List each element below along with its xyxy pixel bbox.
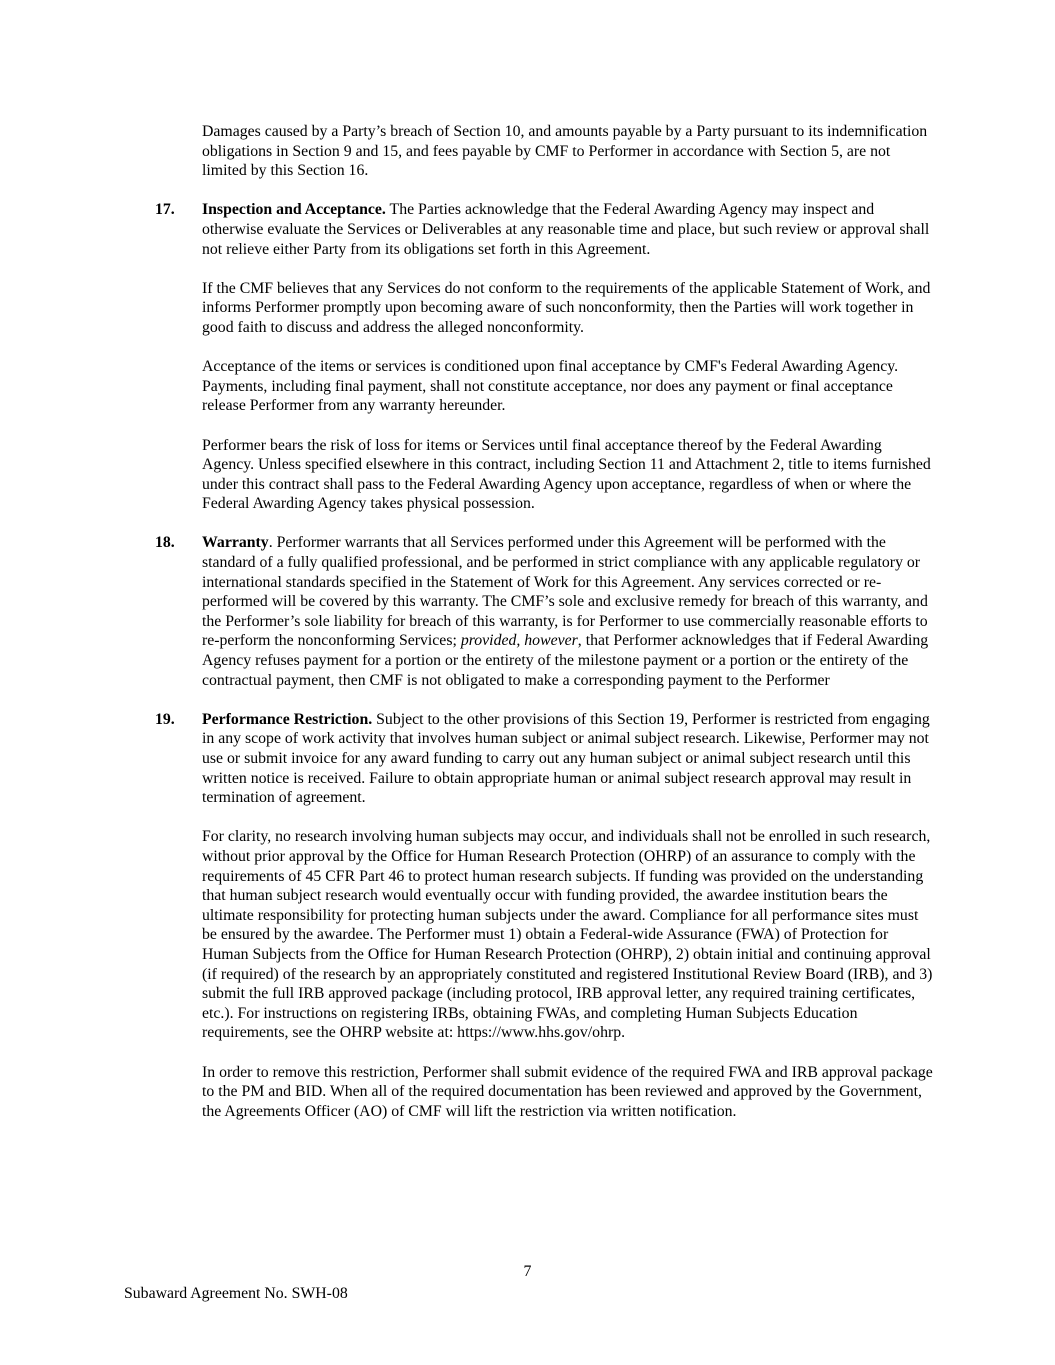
section-number: 17.: [155, 201, 175, 219]
bold-text-run: Inspection and Acceptance.: [202, 201, 386, 219]
text-run: Subject to the other provisions of this Section 19, Performer is restricted from engaging in any scope of work activity that involves human subject or animal subject research. Likewise, Performer may not use or submit invoice for any award funding to carry out any human subject or animal subject research until this written notice is received. Failure to obtain appropriate human or animal subject research approval may result in termination of agreement.: [202, 710, 930, 807]
paragraph: [202, 710, 935, 808]
paragraph: [202, 357, 935, 416]
paragraph: [202, 827, 935, 1043]
text-run: If the CMF believes that any Services do not conform to the requirements of the applicable Statement of Work, and informs Performer promptly upon becoming aware of such nonconformity, then the Parties will work together in good faith to discuss and address the alleged nonconformity.: [202, 279, 931, 336]
text-run: In order to remove this restriction, Performer shall submit evidence of the required FWA and IRB approval package to the PM and BID. When all of the required documentation has been reviewed and approved by the Government, the Agreements Officer (AO) of CMF will lift the restriction via written notification.: [202, 1063, 933, 1120]
text-run: , that Performer acknowledges that if Federal Awarding Agency refuses payment for a portion or the entirety of the milestone payment or a portion or the entirety of the contractual payment, then CMF is not obligated to make a corresponding payment to the Performer: [202, 632, 929, 689]
paragraph: [202, 122, 935, 181]
bold-text-run: Performance Restriction.: [202, 710, 373, 728]
paragraph: [202, 436, 935, 514]
bold-text-run: Warranty: [202, 534, 269, 552]
paragraph: [202, 279, 935, 338]
paragraph-block: [202, 122, 935, 181]
text-run: For clarity, no research involving human subjects may occur, and individuals shall not be enrolled in such research, without prior approval by the Office for Human Research Protection (OHRP) of an assurance to comply with the requirements of 45 CFR Part 46 to protect human research subjects. If funding was provided on the understanding that human subject research would eventually occur with funding provided, the awardee institution bears the ultimate responsibility for protecting human subjects under the award. Compliance for all performance sites must be ensured by the awardee. The Performer must 1) obtain a Federal-wide Assurance (FWA) of Protection for Human Subjects from the Office for Human Research Protection (OHRP), 2) obtain initial and continuing approval (if required) of the research by an appropriately constituted and registered Institutional Review Board (IRB), and 3) submit the full IRB approved package (including protocol, IRB approval letter, any required training certificates, etc.). For instructions on registering IRBs, obtaining FWAs, and completing Human Subjects Education requirements, see the OHRP website at: https://www.hhs.gov/ohrp.: [202, 828, 933, 1042]
page-number: 7: [523, 1263, 532, 1280]
document-body: [155, 122, 935, 1141]
numbered-section: [155, 533, 935, 690]
paragraph: [202, 1063, 935, 1122]
section-number: 18.: [155, 534, 175, 552]
text-run: Performer bears the risk of loss for items or Services until final acceptance thereof by the Federal Awarding Agency. Unless specified elsewhere in this contract, including Section 11 and Attachment 2, title to items furnished under this contract shall pass to the Federal Awarding Agency upon acceptance, regardless of when or where the Federal Awarding Agency takes physical possession.: [202, 436, 931, 513]
text-run: The Parties acknowledge that the Federal Awarding Agency may inspect and otherwise evaluate the Services or Deliverables at any reasonable time and place, but such review or approval shall not relieve either Party from its obligations set forth in this Agreement.: [202, 201, 930, 258]
text-run: Acceptance of the items or services is conditioned upon final acceptance by CMF's Federal Awarding Agency. Payments, including final payment, shall not constitute acceptance, nor does any payment or final acceptance release Performer from any warranty hereunder.: [202, 358, 899, 415]
text-run: . Performer warrants that all Services performed under this Agreement will be performed with the standard of a fully qualified professional, and be performed in strict compliance with any applicable regulatory or international standards specified in the Statement of Work for this Agreement. Any services corrected or re-performed will be covered by this warranty. The CMF’s sole and exclusive remedy for breach of this warranty, and the Performer’s sole liability for breach of this warranty, is for Performer to use commercially reasonable efforts to re-perform the nonconforming Services;: [202, 534, 928, 650]
paragraph: [202, 533, 935, 690]
numbered-section: [155, 710, 935, 1121]
numbered-section: [155, 200, 935, 514]
paragraph: [202, 200, 935, 259]
footer-agreement-number: Subaward Agreement No. SWH-08: [124, 1285, 348, 1302]
text-run: Damages caused by a Party’s breach of Section 10, and amounts payable by a Party pursuant to its indemnification obligations in Section 9 and 15, and fees payable by CMF to Performer in accordance with Section 5, are not limited by this Section 16.: [202, 123, 928, 180]
italic-text-run: provided, however: [460, 632, 578, 650]
section-number: 19.: [155, 710, 175, 728]
